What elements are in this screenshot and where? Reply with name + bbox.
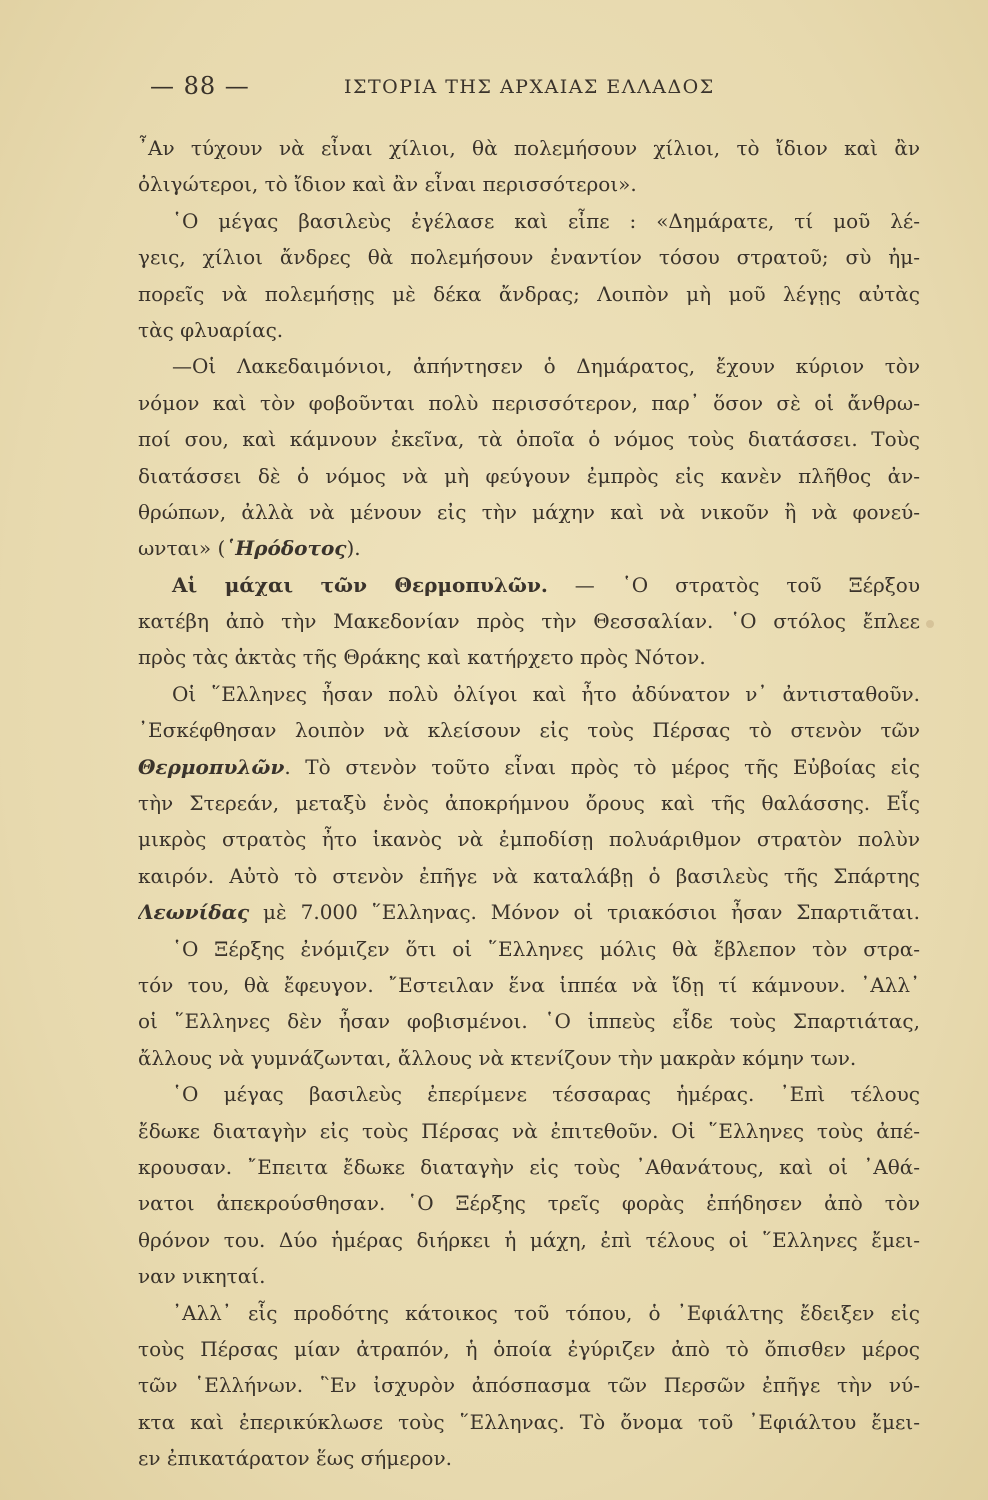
text-line bbox=[138, 1331, 920, 1367]
line-text: ποί σου, καὶ κάμνουν ἐκεῖνα, τὰ ὁποῖα ὁ νόμος τοὺς διατάσσει. Τοὺς bbox=[138, 427, 920, 452]
line-text: τῶν ῾Ελλήνων. ῝Εν ἰσχυρὸν ἀπόσπασμα τῶν Περσῶν ἐπῆγε τὴν νύ- bbox=[138, 1373, 920, 1398]
text-line bbox=[138, 203, 920, 239]
text-line bbox=[138, 639, 920, 675]
line-text: τόν του, θὰ ἔφευγον. ῎Εστειλαν ἕνα ἱππέα νὰ ἴδῃ τί κάμνουν. ᾽Αλλ᾽ bbox=[138, 972, 920, 997]
line-text: κατέβη ἀπὸ τὴν Μακεδονίαν πρὸς τὴν Θεσσαλίαν. ῾Ο στόλος ἔπλεε bbox=[138, 609, 920, 634]
text-line bbox=[138, 712, 920, 748]
line-text: τοὺς Πέρσας μίαν ἀτραπόν, ἡ ὁποία ἐγύριζεν ἀπὸ τὸ ὄπισθεν μέρος bbox=[138, 1336, 920, 1361]
line-text: Οἱ ῞Ελληνες ἦσαν πολὺ ὀλίγοι καὶ ἦτο ἀδύνατον ν᾽ ἀντισταθοῦν. bbox=[172, 681, 920, 706]
line-text: ναν νικηταί. bbox=[138, 1264, 266, 1289]
line-text: τὰς φλυαρίας. bbox=[138, 317, 284, 342]
text-line bbox=[138, 1113, 920, 1149]
paper-stain bbox=[926, 620, 934, 628]
text-line bbox=[138, 931, 920, 967]
text-line bbox=[138, 1440, 920, 1476]
line-text: ᾽Αλλ᾽ εἷς προδότης κάτοικος τοῦ τόπου, ὁ ᾽Εφιάλτης ἔδειξεν εἰς bbox=[172, 1300, 920, 1325]
text-line bbox=[138, 239, 920, 275]
line-text: ῾Ο μέγας βασιλεὺς ἐπερίμενε τέσσαρας ἡμέρας. ᾽Επὶ τέλους bbox=[172, 1082, 920, 1107]
text-line bbox=[138, 166, 920, 202]
text-line bbox=[138, 821, 920, 857]
text-line bbox=[138, 894, 920, 930]
line-text: κρουσαν. ῎Επειτα ἔδωκε διαταγὴν εἰς τοὺς ᾽Αθανάτους, καὶ οἱ ᾽Αθά- bbox=[138, 1154, 920, 1179]
line-text: μικρὸς στρατὸς ἦτο ἱκανὸς νὰ ἐμποδίσῃ πολυάριθμον στρατὸν πολὺν bbox=[138, 827, 920, 852]
line-text: ὀλιγώτεροι, τὸ ἴδιον καὶ ἂν εἶναι περισσότεροι». bbox=[138, 172, 637, 197]
text-line bbox=[138, 785, 920, 821]
text-line bbox=[138, 1040, 920, 1076]
text-line bbox=[138, 603, 920, 639]
text-line bbox=[138, 749, 920, 785]
line-text: ᾽Εσκέφθησαν λοιπὸν νὰ κλείσουν εἰς τοὺς Πέρσας τὸ στενὸν τῶν bbox=[138, 718, 920, 743]
line-text: ωνται» ( bbox=[138, 536, 226, 561]
line-text-tail: . Τὸ στενὸν τοῦτο εἶναι πρὸς τὸ μέρος τῆς Εὐβοίας εἰς bbox=[284, 754, 920, 779]
running-title: ΙΣΤΟΡΙΑ ΤΗΣ ΑΡΧΑΙΑΣ ΕΛΛΑΔΟΣ bbox=[344, 76, 715, 98]
line-text: ἔδωκε διαταγὴν εἰς τοὺς Πέρσας νὰ ἐπιτεθοῦν. Οἱ ῞Ελληνες τοὺς ἀπέ- bbox=[138, 1118, 920, 1143]
text-line bbox=[138, 967, 920, 1003]
text-line bbox=[138, 421, 920, 457]
text-line bbox=[138, 130, 920, 166]
line-text: —Οἱ Λακεδαιμόνιοι, ἀπήντησεν ὁ Δημάρατος, ἔχουν κύριον τὸν bbox=[172, 354, 920, 379]
text-line bbox=[138, 676, 920, 712]
line-text-tail: μὲ 7.000 ῞Ελληνας. Μόνον οἱ τριακόσιοι ἦσαν Σπαρτιᾶται. bbox=[249, 900, 920, 925]
line-text: θρόνον του. Δύο ἡμέρας διήρκει ἡ μάχη, ἐπὶ τέλους οἱ ῞Ελληνες ἔμει- bbox=[138, 1227, 920, 1252]
text-line bbox=[138, 858, 920, 894]
text-line bbox=[138, 385, 920, 421]
text-line bbox=[138, 348, 920, 384]
line-text: ῾Ο Ξέρξης ἐνόμιζεν ὅτι οἱ ῞Ελληνες μόλις θὰ ἔβλεπον τὸν στρα- bbox=[172, 936, 920, 961]
line-text: καιρόν. Αὐτὸ τὸ στενὸν ἐπῆγε νὰ καταλάβῃ ὁ βασιλεὺς τῆς Σπάρτης bbox=[138, 863, 920, 888]
line-text: εν ἐπικατάρατον ἕως σήμερον. bbox=[138, 1446, 452, 1471]
line-text: ῾Ο μέγας βασιλεὺς ἐγέλασε καὶ εἶπε : «Δημάρατε, τί μοῦ λέ- bbox=[172, 208, 920, 233]
line-text: πρὸς τὰς ἀκτὰς τῆς Θράκης καὶ κατήρχετο πρὸς Νότον. bbox=[138, 645, 706, 670]
emphasized-text: ῾Ηρόδοτος bbox=[225, 536, 347, 561]
text-line bbox=[138, 1295, 920, 1331]
running-head bbox=[140, 72, 920, 102]
line-text: πορεῖς νὰ πολεμήσῃς μὲ δέκα ἄνδρας; Λοιπὸν μὴ μοῦ λέγῃς αὐτὰς bbox=[138, 281, 920, 306]
text-line bbox=[138, 1222, 920, 1258]
text-line bbox=[138, 1185, 920, 1221]
line-text: γεις, χίλιοι ἄνδρες θὰ πολεμήσουν ἐναντίον τόσου στρατοῦ; σὺ ἠμ- bbox=[138, 245, 920, 270]
text-line bbox=[138, 1003, 920, 1039]
text-line bbox=[138, 530, 920, 566]
text-line bbox=[138, 276, 920, 312]
line-text: νατοι ἀπεκρούσθησαν. ῾Ο Ξέρξης τρεῖς φορὰς ἐπήδησεν ἀπὸ τὸν bbox=[138, 1191, 920, 1216]
line-text: τὴν Στερεάν, μεταξὺ ἑνὸς ἀποκρήμνου ὄρους καὶ τῆς θαλάσσης. Εἷς bbox=[138, 791, 920, 816]
text-line bbox=[138, 458, 920, 494]
line-text: θρώπων, ἀλλὰ νὰ μένουν εἰς τὴν μάχην καὶ νὰ νικοῦν ἢ νὰ φονεύ- bbox=[138, 499, 920, 524]
emphasized-text: Λεωνίδας bbox=[138, 900, 250, 925]
text-line bbox=[138, 567, 920, 603]
line-text-tail: — ῾Ο στρατὸς τοῦ Ξέρξου bbox=[547, 572, 920, 597]
line-text-tail: ). bbox=[346, 536, 361, 561]
text-line bbox=[138, 1258, 920, 1294]
line-text: οἱ ῞Ελληνες δὲν ἦσαν φοβισμένοι. ῾Ο ἱππεὺς εἶδε τοὺς Σπαρτιάτας, bbox=[138, 1009, 920, 1034]
line-text: κτα καὶ ἐπερικύκλωσε τοὺς ῞Ελληνας. Τὸ ὄνομα τοῦ ᾽Εφιάλτου ἔμει- bbox=[138, 1409, 920, 1434]
section-heading: Αἱ μάχαι τῶν Θερμοπυλῶν. bbox=[172, 572, 548, 597]
emphasized-text: Θερμοπυλῶν bbox=[138, 754, 285, 779]
line-text: ἄλλους νὰ γυμνάζωνται, ἄλλους νὰ κτενίζουν τὴν μακρὰν κόμην των. bbox=[138, 1045, 857, 1070]
text-line bbox=[138, 494, 920, 530]
text-line bbox=[138, 1404, 920, 1440]
line-text: διατάσσει δὲ ὁ νόμος νὰ μὴ φεύγουν ἐμπρὸς εἰς κανὲν πλῆθος ἀν- bbox=[138, 463, 920, 488]
text-line bbox=[138, 1149, 920, 1185]
page-number: — 88 — bbox=[150, 72, 250, 100]
line-text: νόμον καὶ τὸν φοβοῦνται πολὺ περισσότερον, παρ᾽ ὅσον σὲ οἱ ἄνθρω- bbox=[138, 390, 920, 415]
body-text bbox=[138, 130, 920, 1476]
text-line bbox=[138, 1367, 920, 1403]
line-text: ῏Αν τύχουν νὰ εἶναι χίλιοι, θὰ πολεμήσουν χίλιοι, τὸ ἴδιον καὶ ἂν bbox=[138, 136, 920, 160]
text-line bbox=[138, 312, 920, 348]
text-line bbox=[138, 1076, 920, 1112]
